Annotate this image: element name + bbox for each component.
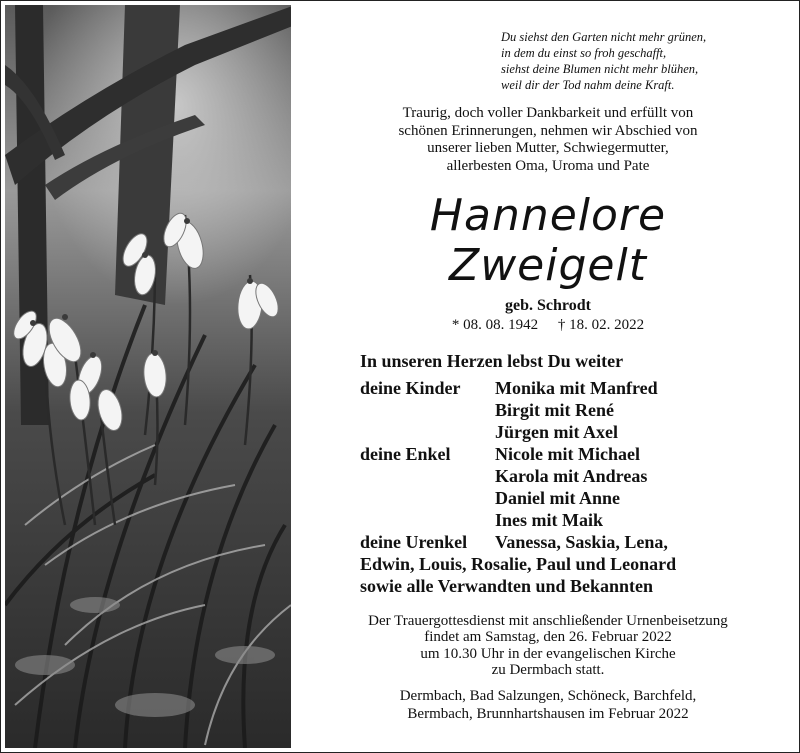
service-line: zu Dermbach statt.	[491, 662, 605, 679]
poem-line: weil dir der Tod nahm deine Kraft.	[501, 78, 675, 92]
family-label: deine Urenkel	[360, 532, 468, 552]
intro-line: schönen Erinnerungen, nehmen wir Abschied von	[398, 122, 698, 139]
family-continued: Edwin, Louis, Rosalie, Paul und Leonard	[360, 554, 677, 574]
family-continued: sowie alle Verwandten und Bekannten	[360, 576, 654, 596]
birth-date: * 08. 08. 1942	[451, 317, 539, 333]
family-names	[495, 443, 647, 531]
poem-line: Du siehst den Garten nicht mehr grünen,	[501, 30, 707, 44]
birth-name: geb. Schrodt	[505, 297, 591, 314]
family-name: Monika mit Manfred	[495, 378, 658, 398]
motto: In unseren Herzen lebst Du weiter	[360, 351, 624, 371]
poem-line: in dem du einst so froh geschafft,	[501, 46, 667, 60]
service-line: um 10.30 Uhr in der evangelischen Kirche	[420, 645, 676, 662]
family-name: Karola mit Andreas	[495, 466, 648, 486]
places-and-date	[301, 688, 795, 723]
family-label: deine Enkel	[360, 444, 451, 464]
life-dates	[301, 317, 795, 334]
places-line: Bermbach, Brunnhartshausen im Februar 2022	[407, 705, 689, 722]
poem-line: siehst deine Blumen nicht mehr blühen,	[501, 62, 699, 76]
death-date: † 18. 02. 2022	[557, 317, 645, 333]
family-name: Birgit mit René	[495, 400, 614, 420]
family-group-children	[360, 377, 790, 443]
family-name: Nicole mit Michael	[495, 444, 640, 464]
funeral-service-info	[301, 613, 795, 679]
mourners-list	[360, 377, 790, 597]
intro-line: Traurig, doch voller Dankbarkeit und erfüllt von	[402, 105, 694, 121]
snowdrop-photo	[5, 5, 291, 748]
intro-line: allerbesten Oma, Uroma und Pate	[446, 157, 650, 174]
service-line: Der Trauergottesdienst mit anschließender Urnenbeisetzung	[368, 613, 728, 629]
deceased-first-name: Hannelore	[429, 190, 667, 241]
family-name: Daniel mit Anne	[495, 488, 621, 508]
intro-line: unserer lieben Mutter, Schwiegermutter,	[427, 140, 669, 157]
family-group-grandchildren	[360, 443, 790, 531]
family-label: deine Kinder	[360, 378, 461, 398]
places-line: Dermbach, Bad Salzungen, Schöneck, Barchfeld,	[399, 688, 697, 704]
service-line: findet am Samstag, den 26. Februar 2022	[424, 629, 672, 646]
intro-text	[301, 105, 795, 175]
poem	[501, 29, 791, 93]
family-group-great-grandchildren	[360, 531, 790, 553]
family-name: Vanessa, Saskia, Lena,	[495, 532, 668, 552]
family-names	[495, 377, 658, 443]
family-name: Ines mit Maik	[495, 510, 603, 530]
notice-text	[301, 1, 795, 752]
snowdrop-flowers-photo-icon	[5, 5, 291, 748]
family-name: Jürgen mit Axel	[495, 422, 618, 442]
deceased-last-name: Zweigelt	[449, 240, 647, 291]
